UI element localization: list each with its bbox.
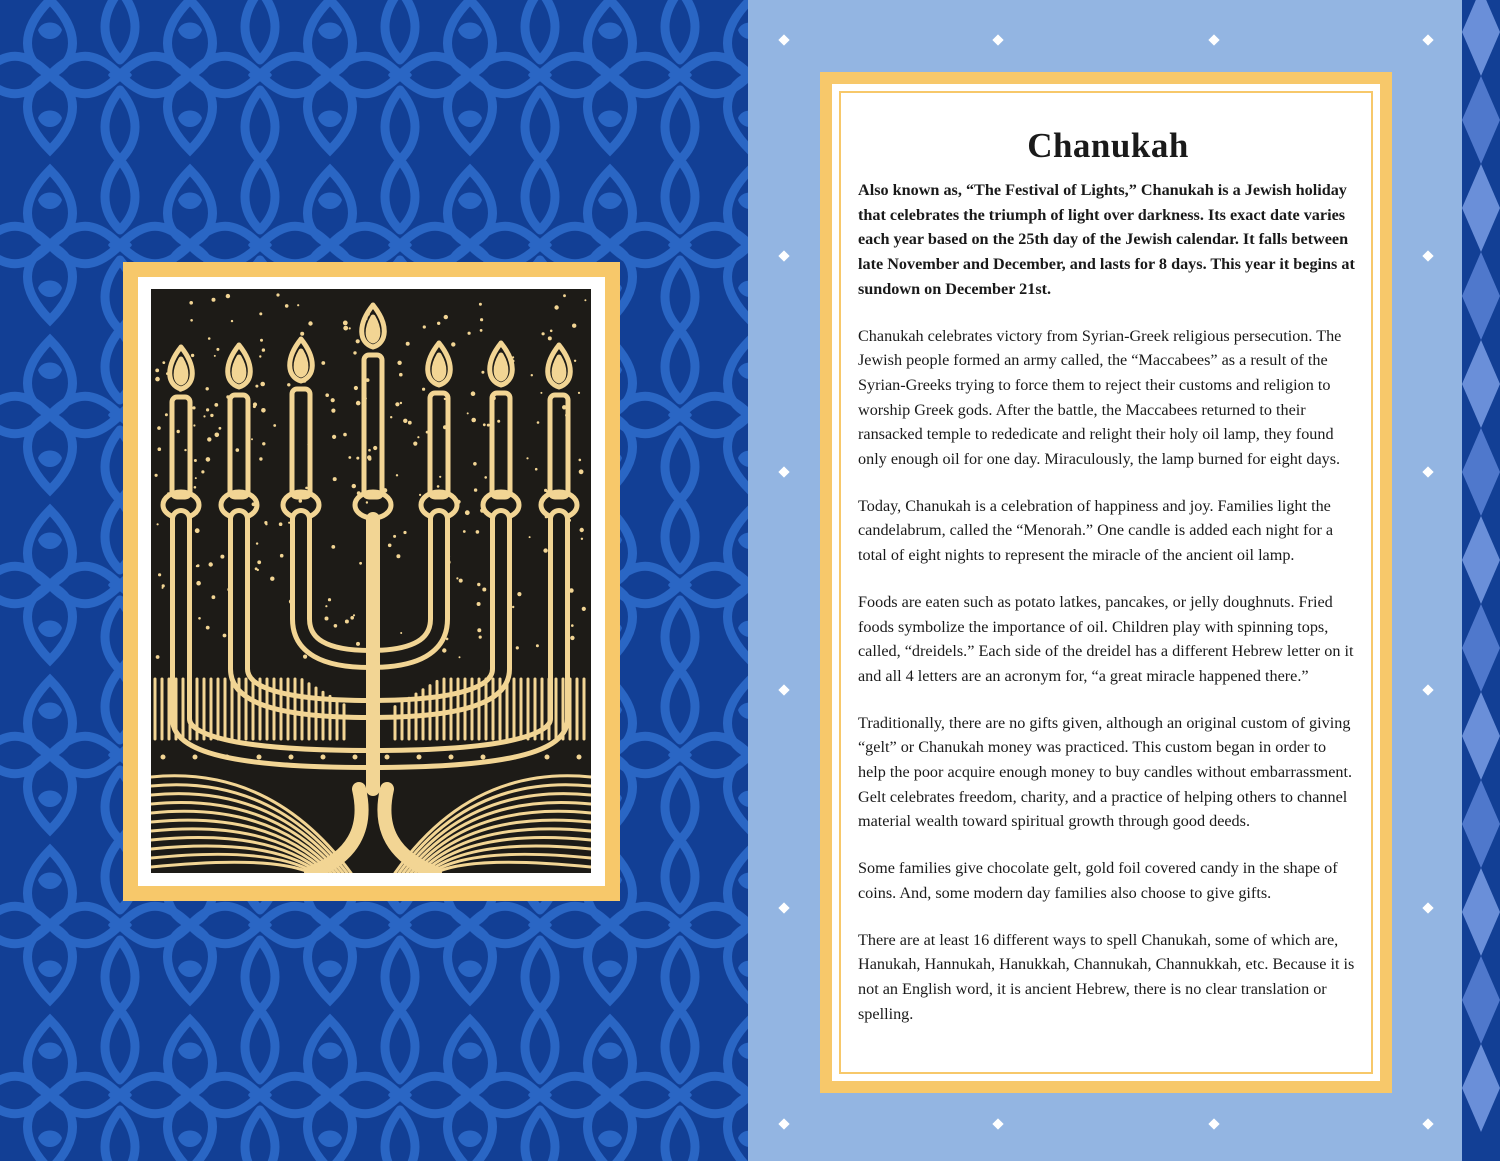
star-dot	[219, 427, 222, 430]
star-dot	[584, 299, 586, 301]
star-dot	[471, 418, 476, 423]
star-dot	[579, 469, 584, 474]
star-dot	[548, 336, 552, 340]
menorah-candle	[283, 339, 319, 518]
star-dot	[390, 416, 392, 418]
star-dot	[332, 435, 336, 439]
star-dot	[193, 424, 195, 426]
star-dot	[468, 332, 471, 335]
star-dot	[184, 449, 186, 451]
star-dot	[471, 391, 476, 396]
star-dot	[570, 636, 574, 640]
star-dot	[422, 388, 425, 391]
star-dot	[276, 293, 279, 296]
star-dot	[331, 545, 335, 549]
illustration-frame	[123, 262, 620, 901]
text-frame	[820, 72, 1392, 1093]
star-dot	[203, 415, 205, 417]
star-dot	[195, 528, 200, 533]
star-dot	[328, 598, 331, 601]
star-dot	[459, 579, 463, 583]
star-dot	[331, 409, 335, 413]
star-dot	[259, 312, 262, 315]
menorah-illustration	[151, 289, 591, 873]
star-dot	[581, 538, 583, 540]
star-dot	[356, 339, 360, 343]
star-dot	[408, 421, 412, 425]
harlequin-diamond	[1462, 956, 1500, 1044]
star-dot	[517, 592, 521, 596]
star-dot	[158, 573, 161, 576]
star-dot	[535, 468, 538, 471]
menorah-candle	[421, 343, 457, 518]
star-dot	[352, 484, 356, 488]
star-dot	[198, 617, 201, 620]
star-dot	[580, 528, 584, 532]
ground-dot	[257, 755, 262, 760]
star-dot	[260, 382, 265, 387]
harlequin-diamond	[1462, 76, 1500, 164]
star-dot	[343, 326, 348, 331]
star-dot	[423, 325, 426, 328]
sparkle-icon	[1422, 684, 1433, 695]
star-dot	[333, 477, 337, 481]
star-dot	[215, 433, 220, 438]
ground-dot	[289, 755, 294, 760]
harlequin-diamond	[1462, 164, 1500, 252]
star-dot	[194, 486, 197, 489]
menorah-candle	[221, 345, 257, 518]
star-dot	[349, 327, 351, 329]
star-dot	[399, 373, 403, 377]
star-dot	[540, 392, 542, 394]
ground-dot	[417, 755, 422, 760]
star-dot	[459, 656, 461, 658]
harlequin-diamond	[1462, 868, 1500, 956]
star-dot	[259, 355, 261, 357]
star-dot	[325, 393, 329, 397]
star-dot	[413, 442, 417, 446]
star-dot	[563, 294, 566, 297]
star-dot	[451, 342, 455, 346]
ground-dot	[385, 755, 390, 760]
star-dot	[419, 494, 421, 496]
star-dot	[334, 624, 338, 628]
star-dot	[439, 476, 441, 478]
star-dot	[251, 438, 253, 440]
star-dot	[512, 606, 514, 608]
harlequin-diamond	[1462, 604, 1500, 692]
star-dot	[366, 501, 368, 503]
right-page	[748, 0, 1462, 1161]
harlequin-border	[1462, 0, 1500, 1161]
menorah-candle	[483, 343, 519, 518]
star-dot	[578, 392, 580, 394]
star-dot	[195, 477, 197, 479]
star-dot	[354, 386, 358, 390]
star-dot	[297, 304, 299, 306]
star-dot	[273, 424, 276, 427]
ground-dot	[353, 755, 358, 760]
star-dot	[579, 459, 582, 462]
star-dot	[537, 421, 540, 424]
harlequin-diamond	[1462, 692, 1500, 780]
star-dot	[550, 330, 553, 333]
menorah-candle	[355, 305, 391, 518]
star-dot	[574, 360, 576, 362]
star-dot	[331, 398, 335, 402]
star-dot	[368, 449, 371, 452]
harlequin-diamond	[1462, 340, 1500, 428]
star-dot	[373, 446, 377, 450]
star-dot	[353, 614, 355, 616]
ground-dot	[321, 755, 326, 760]
star-dot	[343, 321, 348, 326]
star-dot	[465, 510, 470, 515]
base-curve	[435, 862, 591, 873]
star-dot	[526, 457, 528, 459]
star-dot	[287, 383, 290, 386]
star-dot	[536, 644, 539, 647]
star-dot	[388, 544, 392, 548]
article-paragraph: Chanukah celebrates victory from Syrian-Greek religious persecution. The Jewish people formed an army called, the “Maccabees” as a result of the Syrian-Greeks trying to force them to reject their customs and religion to worship Greek gods. After the battle, the Maccabees returned to their ransacked temple to rededicate and relight their holy oil lamp, they found only enough oil for one day. Miraculously, the lamp burned for eight days.	[858, 326, 1342, 469]
star-dot	[257, 560, 261, 564]
star-dot	[256, 542, 258, 544]
star-dot	[207, 437, 211, 441]
star-dot	[484, 476, 487, 479]
ground-dot	[545, 755, 550, 760]
star-dot	[177, 430, 180, 433]
star-dot	[497, 420, 500, 423]
star-dot	[206, 387, 209, 390]
star-dot	[480, 318, 483, 321]
star-dot	[477, 583, 480, 586]
star-dot	[396, 474, 398, 476]
star-dot	[162, 361, 165, 364]
star-dot	[487, 424, 490, 427]
ground-dot	[161, 755, 166, 760]
illustration-mat	[138, 277, 605, 886]
article-paragraph: Traditionally, there are no gifts given, although an original custom of giving “gelt” or Chanukah money was practiced. This custom began in order to help the poor acquire enough money to buy candles without embarrassment. Gelt celebrates freedom, charity, and a practice of helping others to channel material wealth toward spiritual growth through good deeds.	[858, 713, 1353, 831]
star-dot	[482, 588, 486, 592]
text-panel	[832, 84, 1380, 1081]
star-dot	[208, 337, 211, 340]
star-dot	[262, 442, 265, 445]
harlequin-diamond	[1462, 516, 1500, 604]
star-dot	[206, 408, 209, 411]
star-dot	[350, 616, 354, 620]
star-dot	[285, 304, 289, 308]
sparkle-icon	[1422, 34, 1433, 45]
star-dot	[209, 562, 213, 566]
article	[858, 126, 1358, 1048]
star-dot	[155, 369, 159, 373]
article-paragraph: Today, Chanukah is a celebration of happiness and joy. Families light the candelabrum, called the “Menorah.” One candle is added each night for a total of eight nights to represent the miracle of the ancient oil lamp.	[858, 496, 1334, 565]
star-dot	[479, 636, 482, 639]
star-dot	[403, 419, 407, 423]
star-dot	[255, 567, 258, 570]
star-dot	[321, 361, 325, 365]
star-dot	[572, 324, 576, 328]
star-dot	[156, 655, 160, 659]
star-dot	[201, 470, 204, 473]
star-dot	[474, 488, 477, 491]
star-dot	[206, 626, 210, 630]
star-dot	[265, 523, 267, 525]
star-dot	[270, 577, 274, 581]
star-dot	[480, 329, 483, 332]
sparkle-icon	[778, 34, 789, 45]
sparkle-icon	[1208, 1118, 1219, 1129]
star-dot	[403, 531, 406, 534]
star-dot	[359, 562, 362, 565]
star-dot	[516, 646, 519, 649]
ground-dot	[577, 755, 582, 760]
article-paragraph: There are at least 16 different ways to spell Chanukah, some of which are, Hanukah, Hannukah, Hanukkah, Channukah, Channukkah, etc. Because it is not an English word, it is ancient Hebrew, there is no clear translation or spelling.	[858, 930, 1355, 1023]
star-dot	[231, 320, 233, 322]
star-dot	[157, 523, 159, 525]
star-dot	[165, 413, 168, 416]
star-dot	[259, 457, 262, 460]
star-dot	[582, 607, 586, 611]
sparkle-icon	[992, 1118, 1003, 1129]
star-dot	[393, 535, 396, 538]
ground-dot	[481, 755, 486, 760]
star-dot	[194, 459, 197, 462]
sparkle-icon	[1422, 902, 1433, 913]
star-dot	[157, 426, 161, 430]
star-dot	[479, 303, 482, 306]
base-curve	[151, 862, 311, 873]
star-dot	[554, 305, 558, 309]
star-dot	[300, 332, 304, 336]
star-dot	[400, 402, 402, 404]
star-dot	[400, 632, 402, 634]
star-dot	[206, 457, 211, 462]
star-dot	[260, 339, 263, 342]
star-dot	[253, 405, 256, 408]
star-dot	[353, 351, 356, 354]
star-dot	[212, 595, 216, 599]
sparkle-icon	[778, 466, 789, 477]
star-dot	[226, 294, 230, 298]
sparkle-icon	[778, 250, 789, 261]
star-dot	[158, 447, 162, 451]
star-dot	[467, 412, 469, 414]
ground-dot	[193, 755, 198, 760]
star-dot	[476, 530, 480, 534]
sparkle-icon	[778, 684, 789, 695]
star-dot	[456, 577, 458, 579]
star-dot	[437, 322, 440, 325]
star-dot	[255, 385, 258, 388]
star-dot	[210, 414, 213, 417]
star-dot	[325, 617, 329, 621]
star-dot	[477, 602, 481, 606]
star-dot	[288, 522, 290, 524]
star-dot	[214, 355, 216, 357]
star-dot	[543, 548, 547, 552]
article-paragraph: Some families give chocolate gelt, gold foil covered candy in the shape of coins. And, some modern day families also choose to give gifts.	[858, 859, 1338, 902]
star-dot	[368, 457, 372, 461]
star-dot	[191, 354, 194, 357]
sparkle-icon	[778, 1118, 789, 1129]
sparkle-icon	[1422, 250, 1433, 261]
left-page	[0, 0, 748, 1161]
star-dot	[442, 648, 446, 652]
star-dot	[279, 522, 283, 526]
star-dot	[356, 457, 359, 460]
star-dot	[162, 587, 164, 589]
star-dot	[345, 620, 349, 624]
star-dot	[303, 655, 307, 659]
star-dot	[192, 406, 195, 409]
star-dot	[223, 634, 227, 638]
star-dot	[236, 448, 240, 452]
harlequin-diamond	[1462, 252, 1500, 340]
sparkle-icon	[1422, 466, 1433, 477]
star-dot	[542, 332, 545, 335]
star-dot	[348, 456, 351, 459]
star-dot	[483, 423, 486, 426]
star-dot	[571, 624, 574, 627]
star-dot	[473, 462, 477, 466]
star-dot	[190, 319, 193, 322]
sparkle-icon	[992, 34, 1003, 45]
article-paragraph: Foods are eaten such as potato latkes, pancakes, or jelly doughnuts. Fried foods symbolize the importance of oil. Children play with spinning tops, called, “dreidels.” Each side of the dreidel has a different Hebrew letter on it and all 4 letters are an acronym for, “a great miracle happened there.”	[858, 592, 1354, 685]
star-dot	[214, 403, 218, 407]
star-dot	[417, 436, 419, 438]
star-dot	[280, 554, 284, 558]
star-dot	[197, 564, 200, 567]
star-dot	[155, 377, 160, 382]
star-dot	[261, 408, 266, 413]
harlequin-diamond	[1462, 428, 1500, 516]
star-dot	[481, 371, 484, 374]
star-dot	[155, 474, 158, 477]
harlequin-diamond	[1462, 0, 1500, 76]
star-dot	[444, 315, 448, 319]
ground-dot	[449, 755, 454, 760]
sparkle-icon	[1208, 34, 1219, 45]
star-dot	[463, 530, 466, 533]
ground-dot	[225, 755, 230, 760]
star-dot	[356, 401, 361, 406]
star-dot	[437, 485, 440, 488]
star-dot	[406, 342, 410, 346]
star-dot	[356, 642, 360, 646]
star-dot	[212, 298, 216, 302]
star-dot	[299, 499, 303, 503]
star-dot	[262, 348, 265, 351]
sparkle-icon	[778, 902, 789, 913]
star-dot	[216, 348, 219, 351]
article-intro: Also known as, “The Festival of Lights,” Chanukah is a Jewish holiday that celebrates the triumph of light over darkness. Its exact date varies each year based on the 25th day of the Jewish calendar. It falls between late November and December, and lasts for 8 days. This year it begins at sundown on December 21st.	[858, 181, 1355, 298]
star-dot	[529, 536, 531, 538]
star-dot	[395, 402, 399, 406]
harlequin-diamond	[1462, 780, 1500, 868]
ground-dot	[513, 755, 518, 760]
harlequin-diamond	[1462, 1044, 1500, 1132]
star-dot	[343, 433, 347, 437]
star-dot	[325, 605, 327, 607]
star-dot	[305, 487, 308, 490]
article-title: Chanukah	[1027, 126, 1189, 165]
star-dot	[477, 628, 481, 632]
sparkle-icon	[1422, 1118, 1433, 1129]
star-dot	[189, 301, 193, 305]
star-dot	[396, 554, 400, 558]
star-dot	[220, 555, 224, 559]
star-dot	[308, 321, 312, 325]
star-dot	[196, 581, 201, 586]
star-dot	[397, 361, 401, 365]
star-dot	[531, 374, 533, 376]
